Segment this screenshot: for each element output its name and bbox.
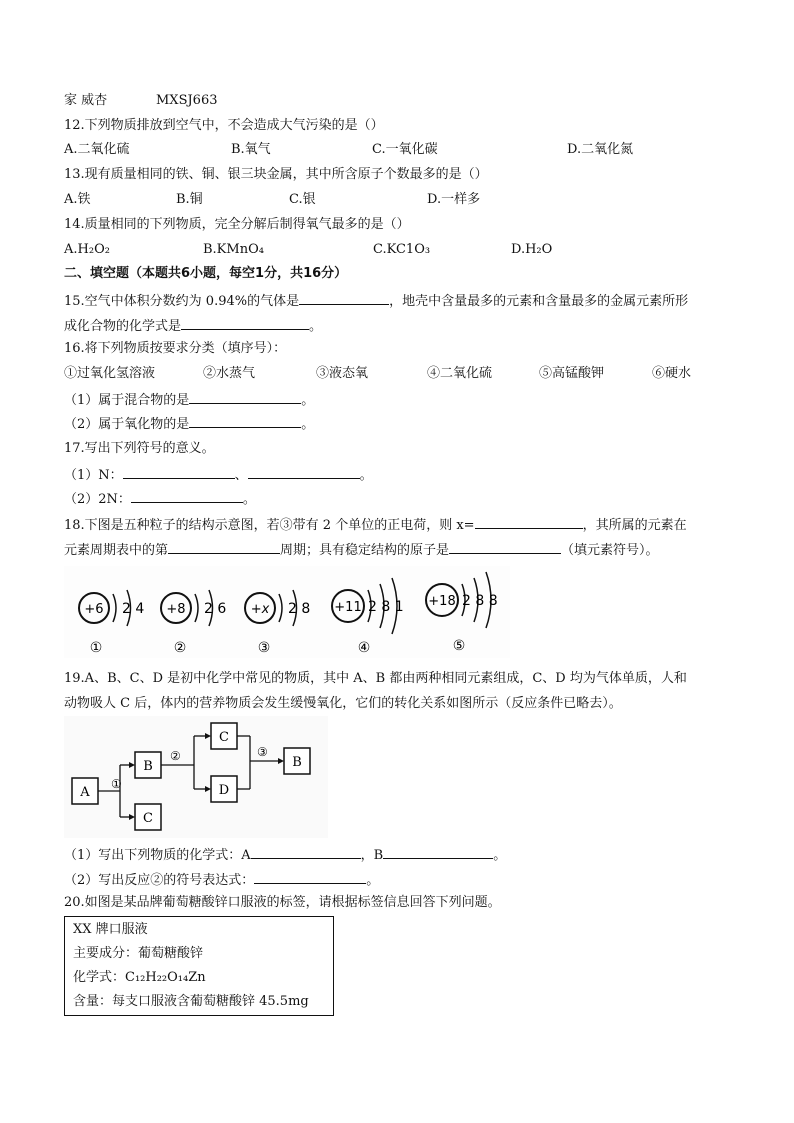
- q18-text-d: 周期；具有稳定结构的原子是: [280, 543, 450, 558]
- q15-line1: [64, 291, 688, 311]
- q16-blank-1[interactable]: [189, 390, 301, 404]
- reaction-2-label: ②: [170, 749, 181, 763]
- atom-2-nucleus: +8: [166, 602, 186, 617]
- q16-blank-2[interactable]: [189, 414, 301, 428]
- q15-text-b: ，地壳中含量最多的元素和含量最多的金属元素所形: [389, 294, 689, 309]
- q15-blank-1[interactable]: [299, 291, 389, 305]
- label-content: 含量：每支口服液含葡萄糖酸锌 45.5mg: [73, 994, 309, 1009]
- atom-4-nucleus: +11: [334, 600, 362, 615]
- q12-option-c: C.一氧化碳: [372, 142, 438, 157]
- q19-sub1-end: 。: [493, 848, 507, 863]
- box-b1-label: B: [143, 759, 153, 774]
- q16-item-4: ④二氧化硫: [427, 366, 493, 381]
- q14-option-d: D.H₂O: [511, 242, 553, 257]
- q16-item-1: ①过氧化氢溶液: [64, 366, 156, 381]
- q18-text-c: 元素周期表中的第: [64, 543, 169, 558]
- q17-blank-3[interactable]: [131, 489, 243, 503]
- atom-3-nucleus: +x: [250, 602, 270, 617]
- atom-3-num: ③: [257, 640, 271, 656]
- q17-sub1-label: （1）N：: [64, 468, 123, 483]
- section-title: 二、填空题（本题共6小题，每空1分，共16分）: [64, 266, 348, 281]
- q17-sub2-label: （2）2N：: [64, 492, 131, 507]
- atom-4-shells: 2 8 1: [368, 599, 404, 615]
- q18-line1: [64, 515, 687, 535]
- q16-item-3: ③液态氧: [316, 366, 369, 381]
- q19-line2: 动物吸人 C 后，体内的营养物质会发生缓慢氧化，它们的转化关系如图所示（反应条件已略去）。: [64, 696, 622, 711]
- label-title: XX 牌口服液: [73, 922, 148, 937]
- header-note: [64, 92, 107, 110]
- conversion-diagram: [64, 716, 328, 838]
- q16-sub2: [64, 414, 314, 434]
- q16-sub2-label: （2）属于氧化物的是: [64, 417, 190, 432]
- atomic-structure-figure: [64, 566, 510, 658]
- q17-sub2-end: 。: [242, 492, 256, 507]
- q13-option-c: C.银: [289, 192, 316, 207]
- atom-2-num: ②: [173, 640, 187, 656]
- atom-5-nucleus: +18: [428, 594, 456, 609]
- q19-blank-b[interactable]: [383, 845, 493, 859]
- box-c1-label: C: [219, 730, 229, 745]
- label-formula-value: C₁₂H₂₂O₁₄Zn: [125, 970, 206, 985]
- box-c2-label: C: [143, 811, 153, 826]
- q15-blank-2[interactable]: [181, 316, 309, 330]
- q18-text-e: （填元素符号）。: [561, 543, 659, 558]
- q15-line2: [64, 316, 322, 336]
- product-label: [64, 916, 334, 1016]
- q12-option-a: A.二氧化硫: [64, 142, 130, 157]
- q17-blank-2[interactable]: [248, 465, 360, 479]
- q18-blank-1[interactable]: [475, 515, 583, 529]
- q12-option-d: D.二氧化氮: [567, 142, 634, 157]
- q16-item-5: ⑤高锰酸钾: [539, 366, 605, 381]
- box-a-label: A: [80, 785, 90, 800]
- box-d-label: D: [218, 783, 230, 798]
- q19-sub1-b: ，B: [360, 848, 384, 863]
- q12-stem: 12.下列物质排放到空气中，不会造成大气污染的是（）: [64, 118, 384, 133]
- q14-option-a: A.H₂O₂: [64, 242, 110, 257]
- q16-sub1-label: （1）属于混合物的是: [64, 393, 190, 408]
- q19-blank-c[interactable]: [254, 870, 366, 884]
- q15-text-c: 成化合物的化学式是: [64, 319, 182, 334]
- q18-text-a: 18.下图是五种粒子的结构示意图，若③带有 2 个单位的正电荷，则 x=: [64, 518, 475, 533]
- atom-3-shells: 2 8: [288, 601, 311, 617]
- q15-text-a: 15.空气中体积分数约为 0.94%的气体是: [64, 294, 300, 309]
- box-b2-label: B: [292, 755, 302, 770]
- q18-line2: [64, 540, 659, 560]
- atom-2-shells: 2 6: [204, 601, 227, 617]
- q14-stem: 14.质量相同的下列物质，完全分解后制得氧气最多的是（）: [64, 217, 410, 232]
- label-formula: [73, 969, 206, 987]
- q19-sub2: [64, 870, 379, 890]
- q14-option-c: C.KC1O₃: [373, 242, 431, 257]
- q19-sub1: [64, 845, 506, 865]
- q17-stem: 17.写出下列符号的意义。: [64, 441, 215, 456]
- q19-blank-a[interactable]: [251, 845, 361, 859]
- atom-1-num: ①: [89, 640, 103, 656]
- header-left: 家 威杏: [64, 93, 108, 108]
- q19-sub2-label: （2）写出反应②的符号表达式：: [64, 873, 255, 888]
- q13-stem: 13.现有质量相同的铁、铜、银三块金属，其中所含原子个数最多的是（）: [64, 167, 488, 182]
- atom-5-shells: 2 8 8: [462, 593, 498, 609]
- atom-1-shells: 2 4: [122, 601, 145, 617]
- atom-4-num: ④: [357, 640, 371, 656]
- q16-item-6: ⑥硬水: [652, 366, 692, 381]
- header-code: MXSJ663: [156, 93, 218, 108]
- q17-sub2: [64, 489, 256, 509]
- label-formula-prefix: 化学式：: [73, 970, 126, 985]
- q13-option-b: B.铜: [176, 192, 203, 207]
- q19-sub2-end: 。: [366, 873, 380, 888]
- q17-sep: 、: [234, 468, 248, 483]
- q15-text-d: 。: [309, 319, 323, 334]
- q19-sub1-label: （1）写出下列物质的化学式：A: [64, 848, 251, 863]
- q16-stem: 16.将下列物质按要求分类（填序号）：: [64, 341, 287, 356]
- q16-sub2-end: 。: [301, 417, 315, 432]
- q17-sub1-end: 。: [359, 468, 373, 483]
- q14-option-b: B.KMnO₄: [203, 242, 264, 257]
- atom-5-num: ⑤: [452, 638, 466, 654]
- q17-sub1: [64, 465, 373, 485]
- q16-sub1: [64, 390, 314, 410]
- q13-option-a: A.铁: [64, 192, 91, 207]
- q20-stem: 20.如图是某品牌葡萄糖酸锌口服液的标签，请根据标签信息回答下列问题。: [64, 895, 501, 910]
- q16-item-2: ②水蒸气: [203, 366, 256, 381]
- q16-sub1-end: 。: [301, 393, 315, 408]
- atom-1-nucleus: +6: [84, 602, 104, 617]
- q13-option-d: D.一样多: [427, 192, 481, 207]
- reaction-3-label: ③: [257, 745, 268, 759]
- q17-blank-1[interactable]: [123, 465, 235, 479]
- q18-blank-2[interactable]: [168, 540, 280, 554]
- reaction-1-label: ①: [111, 777, 122, 791]
- q18-blank-3[interactable]: [449, 540, 561, 554]
- q12-option-b: B.氧气: [231, 142, 271, 157]
- q18-text-b: ，其所属的元素在: [582, 518, 687, 533]
- label-ingredient: 主要成分：葡萄糖酸锌: [73, 946, 204, 961]
- q19-line1: 19.A、B、C、D 是初中化学中常见的物质，其中 A、B 都由两种相同元素组成，C、D 均为气体单质，人和: [64, 671, 687, 686]
